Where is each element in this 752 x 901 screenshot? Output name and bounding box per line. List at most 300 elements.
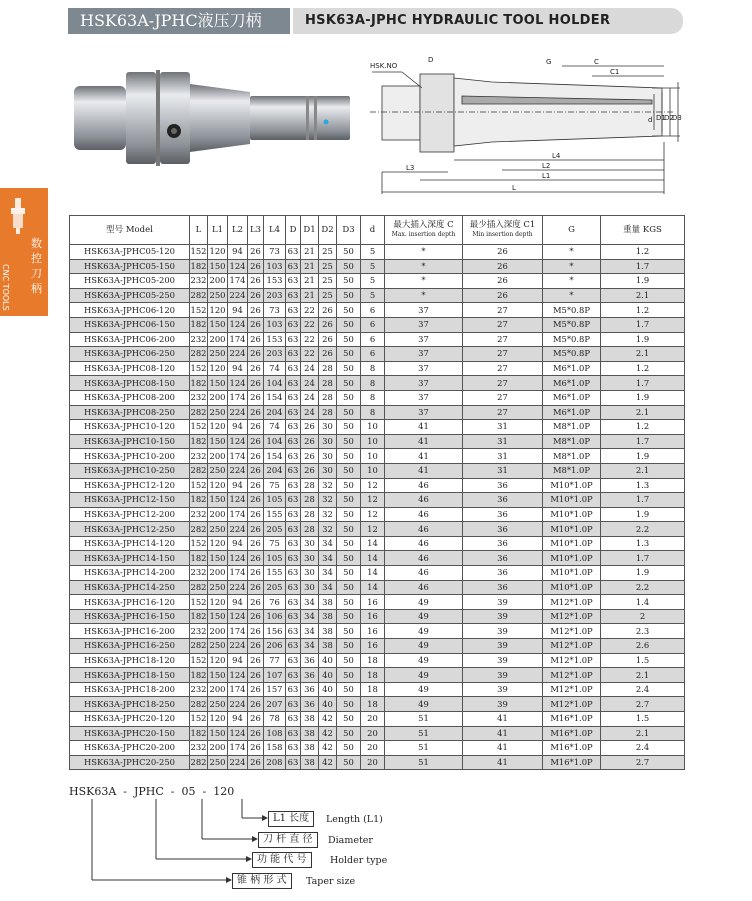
table-cell: 30 bbox=[301, 536, 319, 551]
col-D2: D2 bbox=[319, 216, 337, 245]
table-cell: 282 bbox=[190, 697, 208, 712]
table-cell: 1.7 bbox=[601, 317, 685, 332]
table-cell: 2.4 bbox=[601, 741, 685, 756]
table-cell: M10*1.0P bbox=[543, 522, 601, 537]
table-cell: M8*1.0P bbox=[543, 449, 601, 464]
table-cell: 182 bbox=[190, 259, 208, 274]
table-cell: HSK63A-JPHC12-120 bbox=[70, 478, 190, 493]
table-cell: 63 bbox=[286, 449, 301, 464]
table-cell: 124 bbox=[228, 551, 248, 566]
table-row bbox=[70, 551, 685, 566]
table-cell: 232 bbox=[190, 566, 208, 581]
table-row bbox=[70, 639, 685, 654]
table-cell: M10*1.0P bbox=[543, 507, 601, 522]
table-cell: 152 bbox=[190, 420, 208, 435]
table-cell: 124 bbox=[228, 609, 248, 624]
table-cell: 39 bbox=[463, 595, 543, 610]
table-cell: 50 bbox=[337, 434, 361, 449]
table-cell: 8 bbox=[361, 361, 385, 376]
table-cell: M10*1.0P bbox=[543, 478, 601, 493]
table-cell: 155 bbox=[264, 507, 286, 522]
table-cell: 63 bbox=[286, 536, 301, 551]
table-cell: 24 bbox=[301, 376, 319, 391]
label-dd: d bbox=[648, 116, 653, 124]
table-cell: 41 bbox=[385, 420, 463, 435]
label-l2: L2 bbox=[542, 162, 551, 170]
table-cell: M10*1.0P bbox=[543, 551, 601, 566]
table-cell: 250 bbox=[208, 639, 228, 654]
table-cell: 31 bbox=[463, 420, 543, 435]
table-cell: 174 bbox=[228, 507, 248, 522]
table-cell: 63 bbox=[286, 682, 301, 697]
table-cell: 63 bbox=[286, 624, 301, 639]
table-cell: 26 bbox=[248, 595, 264, 610]
table-cell: 224 bbox=[228, 522, 248, 537]
table-cell: 150 bbox=[208, 376, 228, 391]
table-cell: 26 bbox=[248, 566, 264, 581]
table-cell: 50 bbox=[337, 245, 361, 260]
label-l: L bbox=[512, 184, 516, 192]
table-cell: 124 bbox=[228, 317, 248, 332]
table-cell: 1.9 bbox=[601, 566, 685, 581]
table-cell: 150 bbox=[208, 434, 228, 449]
legend-l1-cn: L1 长度 bbox=[268, 811, 314, 827]
table-cell: 200 bbox=[208, 566, 228, 581]
table-cell: 26 bbox=[248, 536, 264, 551]
table-cell: 12 bbox=[361, 493, 385, 508]
table-cell: HSK63A-JPHC14-200 bbox=[70, 566, 190, 581]
table-cell: 63 bbox=[286, 288, 301, 303]
table-cell: 50 bbox=[337, 551, 361, 566]
table-cell: 37 bbox=[385, 405, 463, 420]
table-cell: 94 bbox=[228, 478, 248, 493]
table-cell: 30 bbox=[319, 449, 337, 464]
table-row bbox=[70, 580, 685, 595]
table-cell: 37 bbox=[385, 361, 463, 376]
table-cell: 6 bbox=[361, 303, 385, 318]
table-cell: * bbox=[385, 288, 463, 303]
table-row bbox=[70, 288, 685, 303]
table-cell: 28 bbox=[319, 390, 337, 405]
table-cell: M16*1.0P bbox=[543, 755, 601, 770]
table-cell: 182 bbox=[190, 317, 208, 332]
table-cell: 40 bbox=[319, 668, 337, 683]
table-cell: 78 bbox=[264, 712, 286, 727]
table-cell: HSK63A-JPHC14-250 bbox=[70, 580, 190, 595]
table-cell: 63 bbox=[286, 332, 301, 347]
table-cell: 63 bbox=[286, 317, 301, 332]
col-L3: L3 bbox=[248, 216, 264, 245]
table-cell: 152 bbox=[190, 245, 208, 260]
legend-type-cn: 功 能 代 号 bbox=[252, 852, 312, 868]
table-row bbox=[70, 507, 685, 522]
table-cell: 26 bbox=[301, 449, 319, 464]
table-cell: 124 bbox=[228, 726, 248, 741]
table-cell: 2.1 bbox=[601, 463, 685, 478]
table-cell: 22 bbox=[301, 347, 319, 362]
table-cell: 18 bbox=[361, 697, 385, 712]
table-row bbox=[70, 434, 685, 449]
table-cell: 1.2 bbox=[601, 303, 685, 318]
table-cell: 38 bbox=[301, 741, 319, 756]
table-cell: 16 bbox=[361, 609, 385, 624]
table-cell: 26 bbox=[248, 274, 264, 289]
table-cell: 50 bbox=[337, 347, 361, 362]
table-row bbox=[70, 653, 685, 668]
table-cell: 203 bbox=[264, 288, 286, 303]
table-cell: 1.2 bbox=[601, 420, 685, 435]
table-cell: 36 bbox=[463, 478, 543, 493]
table-cell: HSK63A-JPHC05-200 bbox=[70, 274, 190, 289]
col-L1: L1 bbox=[208, 216, 228, 245]
table-row bbox=[70, 741, 685, 756]
table-cell: 26 bbox=[248, 697, 264, 712]
legend-l1-en: Length (L1) bbox=[326, 814, 383, 825]
table-cell: 20 bbox=[361, 726, 385, 741]
table-row bbox=[70, 463, 685, 478]
table-cell: HSK63A-JPHC05-150 bbox=[70, 259, 190, 274]
table-cell: M12*1.0P bbox=[543, 653, 601, 668]
table-cell: 224 bbox=[228, 463, 248, 478]
table-cell: 28 bbox=[319, 405, 337, 420]
table-cell: 104 bbox=[264, 376, 286, 391]
table-cell: 50 bbox=[337, 405, 361, 420]
table-cell: 18 bbox=[361, 682, 385, 697]
table-cell: 49 bbox=[385, 624, 463, 639]
title-cn: HSK63A-JPHC液压刀柄 bbox=[68, 8, 290, 34]
table-cell: 26 bbox=[248, 580, 264, 595]
table-cell: 2.2 bbox=[601, 580, 685, 595]
col-C1 bbox=[463, 216, 543, 245]
table-row bbox=[70, 668, 685, 683]
table-cell: HSK63A-JPHC08-200 bbox=[70, 390, 190, 405]
table-cell: 25 bbox=[319, 288, 337, 303]
table-cell: HSK63A-JPHC06-200 bbox=[70, 332, 190, 347]
table-cell: 63 bbox=[286, 639, 301, 654]
table-cell: 1.3 bbox=[601, 478, 685, 493]
table-cell: 26 bbox=[248, 303, 264, 318]
table-cell: 224 bbox=[228, 288, 248, 303]
table-cell: 26 bbox=[248, 609, 264, 624]
table-cell: 27 bbox=[463, 332, 543, 347]
table-cell: 21 bbox=[301, 259, 319, 274]
table-cell: 2.2 bbox=[601, 522, 685, 537]
table-cell: 36 bbox=[463, 493, 543, 508]
table-cell: 63 bbox=[286, 274, 301, 289]
table-cell: 50 bbox=[337, 624, 361, 639]
table-cell: 21 bbox=[301, 288, 319, 303]
table-cell: 51 bbox=[385, 712, 463, 727]
table-cell: 37 bbox=[385, 332, 463, 347]
table-cell: 36 bbox=[301, 682, 319, 697]
table-cell: M10*1.0P bbox=[543, 536, 601, 551]
table-cell: 282 bbox=[190, 405, 208, 420]
table-cell: HSK63A-JPHC10-150 bbox=[70, 434, 190, 449]
table-cell: 8 bbox=[361, 376, 385, 391]
table-cell: 120 bbox=[208, 653, 228, 668]
table-cell: 150 bbox=[208, 609, 228, 624]
table-cell: 204 bbox=[264, 405, 286, 420]
table-cell: 50 bbox=[337, 639, 361, 654]
table-cell: HSK63A-JPHC18-150 bbox=[70, 668, 190, 683]
table-cell: 30 bbox=[319, 434, 337, 449]
table-cell: M12*1.0P bbox=[543, 609, 601, 624]
table-cell: 152 bbox=[190, 712, 208, 727]
table-cell: 36 bbox=[301, 697, 319, 712]
table-cell: 50 bbox=[337, 726, 361, 741]
table-cell: HSK63A-JPHC14-120 bbox=[70, 536, 190, 551]
table-cell: 26 bbox=[248, 405, 264, 420]
table-cell: 208 bbox=[264, 755, 286, 770]
table-cell: 94 bbox=[228, 245, 248, 260]
table-cell: 27 bbox=[463, 347, 543, 362]
table-cell: 24 bbox=[301, 390, 319, 405]
table-cell: 50 bbox=[337, 507, 361, 522]
table-cell: 50 bbox=[337, 580, 361, 595]
table-row bbox=[70, 712, 685, 727]
table-cell: 1.9 bbox=[601, 390, 685, 405]
table-cell: 49 bbox=[385, 697, 463, 712]
table-cell: 41 bbox=[385, 449, 463, 464]
spec-table bbox=[69, 215, 685, 770]
table-cell: 34 bbox=[319, 566, 337, 581]
table-cell: 174 bbox=[228, 449, 248, 464]
table-cell: 200 bbox=[208, 332, 228, 347]
table-cell: 51 bbox=[385, 755, 463, 770]
table-cell: 2.1 bbox=[601, 405, 685, 420]
table-cell: 94 bbox=[228, 361, 248, 376]
table-cell: 1.7 bbox=[601, 259, 685, 274]
table-cell: 250 bbox=[208, 755, 228, 770]
table-cell: 30 bbox=[301, 580, 319, 595]
table-cell: 63 bbox=[286, 463, 301, 478]
table-cell: 26 bbox=[248, 449, 264, 464]
table-cell: 25 bbox=[319, 274, 337, 289]
table-cell: 50 bbox=[337, 755, 361, 770]
table-cell: 156 bbox=[264, 624, 286, 639]
table-cell: 40 bbox=[319, 682, 337, 697]
col-D1: D1 bbox=[301, 216, 319, 245]
table-cell: M16*1.0P bbox=[543, 712, 601, 727]
table-cell: 150 bbox=[208, 668, 228, 683]
table-cell: HSK63A-JPHC06-120 bbox=[70, 303, 190, 318]
table-cell: * bbox=[385, 274, 463, 289]
col-C bbox=[385, 216, 463, 245]
table-cell: M12*1.0P bbox=[543, 639, 601, 654]
table-cell: 26 bbox=[319, 347, 337, 362]
table-cell: 205 bbox=[264, 522, 286, 537]
table-cell: 26 bbox=[248, 317, 264, 332]
table-row bbox=[70, 332, 685, 347]
table-cell: 107 bbox=[264, 668, 286, 683]
table-cell: 282 bbox=[190, 639, 208, 654]
col-C1-en: Min insertion depth bbox=[472, 231, 533, 238]
table-cell: 49 bbox=[385, 609, 463, 624]
table-cell: 26 bbox=[248, 507, 264, 522]
legend-dia-en: Diameter bbox=[328, 835, 373, 846]
table-cell: M12*1.0P bbox=[543, 682, 601, 697]
table-cell: 18 bbox=[361, 653, 385, 668]
table-cell: 63 bbox=[286, 668, 301, 683]
table-row bbox=[70, 420, 685, 435]
table-cell: 200 bbox=[208, 507, 228, 522]
table-cell: 63 bbox=[286, 697, 301, 712]
table-cell: 250 bbox=[208, 580, 228, 595]
table-cell: M6*1.0P bbox=[543, 405, 601, 420]
table-cell: 41 bbox=[385, 463, 463, 478]
table-cell: M10*1.0P bbox=[543, 580, 601, 595]
table-cell: 26 bbox=[248, 639, 264, 654]
table-cell: 40 bbox=[319, 653, 337, 668]
table-cell: 30 bbox=[301, 551, 319, 566]
table-cell: 50 bbox=[337, 741, 361, 756]
table-cell: 63 bbox=[286, 653, 301, 668]
table-cell: 28 bbox=[319, 376, 337, 391]
table-cell: 26 bbox=[301, 420, 319, 435]
label-hsk-no: HSK.NO bbox=[370, 62, 398, 70]
table-cell: 5 bbox=[361, 288, 385, 303]
table-cell: 152 bbox=[190, 536, 208, 551]
table-cell: 63 bbox=[286, 726, 301, 741]
table-cell: 39 bbox=[463, 682, 543, 697]
table-cell: M12*1.0P bbox=[543, 697, 601, 712]
table-cell: 26 bbox=[248, 653, 264, 668]
table-cell: 36 bbox=[301, 653, 319, 668]
table-cell: 49 bbox=[385, 595, 463, 610]
table-cell: 152 bbox=[190, 361, 208, 376]
table-cell: 46 bbox=[385, 478, 463, 493]
table-cell: 50 bbox=[337, 566, 361, 581]
table-cell: 6 bbox=[361, 332, 385, 347]
table-cell: 28 bbox=[301, 522, 319, 537]
table-cell: * bbox=[385, 259, 463, 274]
tool-holder-photo bbox=[70, 58, 360, 178]
table-cell: 207 bbox=[264, 697, 286, 712]
table-cell: 10 bbox=[361, 420, 385, 435]
table-cell: 174 bbox=[228, 390, 248, 405]
legend-taper-cn: 锥 柄 形 式 bbox=[232, 873, 292, 889]
table-cell: 34 bbox=[301, 624, 319, 639]
table-row bbox=[70, 595, 685, 610]
table-cell: 28 bbox=[301, 507, 319, 522]
tool-holder-icon bbox=[6, 196, 30, 236]
table-cell: 73 bbox=[264, 303, 286, 318]
table-cell: 39 bbox=[463, 653, 543, 668]
table-cell: 50 bbox=[337, 288, 361, 303]
table-cell: 50 bbox=[337, 478, 361, 493]
table-cell: 27 bbox=[463, 303, 543, 318]
table-cell: 25 bbox=[319, 245, 337, 260]
table-cell: 50 bbox=[337, 668, 361, 683]
table-row bbox=[70, 755, 685, 770]
table-cell: 94 bbox=[228, 653, 248, 668]
table-cell: 26 bbox=[248, 668, 264, 683]
table-cell: 63 bbox=[286, 245, 301, 260]
table-cell: 41 bbox=[463, 741, 543, 756]
table-cell: HSK63A-JPHC10-200 bbox=[70, 449, 190, 464]
table-cell: 120 bbox=[208, 712, 228, 727]
table-cell: * bbox=[543, 245, 601, 260]
table-cell: 38 bbox=[301, 726, 319, 741]
table-cell: 34 bbox=[301, 639, 319, 654]
table-cell: 63 bbox=[286, 580, 301, 595]
table-cell: 282 bbox=[190, 580, 208, 595]
table-cell: 154 bbox=[264, 390, 286, 405]
table-cell: HSK63A-JPHC08-120 bbox=[70, 361, 190, 376]
table-cell: 94 bbox=[228, 303, 248, 318]
col-model: 型号 Model bbox=[70, 216, 190, 245]
table-cell: 1.7 bbox=[601, 493, 685, 508]
table-cell: M16*1.0P bbox=[543, 726, 601, 741]
table-cell: 26 bbox=[248, 420, 264, 435]
table-cell: 14 bbox=[361, 566, 385, 581]
table-row bbox=[70, 536, 685, 551]
table-cell: 16 bbox=[361, 624, 385, 639]
table-row bbox=[70, 726, 685, 741]
table-cell: 1.9 bbox=[601, 332, 685, 347]
table-cell: 10 bbox=[361, 449, 385, 464]
table-cell: 50 bbox=[337, 609, 361, 624]
table-cell: 30 bbox=[319, 463, 337, 478]
table-cell: 63 bbox=[286, 522, 301, 537]
table-cell: * bbox=[543, 274, 601, 289]
table-cell: 34 bbox=[319, 580, 337, 595]
table-cell: 1.4 bbox=[601, 595, 685, 610]
table-cell: 22 bbox=[301, 303, 319, 318]
table-cell: M8*1.0P bbox=[543, 463, 601, 478]
table-cell: HSK63A-JPHC16-250 bbox=[70, 639, 190, 654]
table-cell: 1.9 bbox=[601, 507, 685, 522]
table-cell: 30 bbox=[319, 420, 337, 435]
table-cell: 50 bbox=[337, 522, 361, 537]
table-cell: 152 bbox=[190, 478, 208, 493]
table-row bbox=[70, 245, 685, 260]
table-cell: 26 bbox=[248, 245, 264, 260]
table-cell: 224 bbox=[228, 639, 248, 654]
table-cell: 106 bbox=[264, 609, 286, 624]
table-cell: 26 bbox=[248, 361, 264, 376]
table-row bbox=[70, 609, 685, 624]
table-cell: 46 bbox=[385, 536, 463, 551]
label-c: C bbox=[594, 58, 599, 66]
table-cell: HSK63A-JPHC18-200 bbox=[70, 682, 190, 697]
table-cell: 63 bbox=[286, 712, 301, 727]
table-cell: 26 bbox=[248, 755, 264, 770]
table-cell: 63 bbox=[286, 390, 301, 405]
col-L2: L2 bbox=[228, 216, 248, 245]
table-cell: 26 bbox=[248, 259, 264, 274]
table-cell: M10*1.0P bbox=[543, 566, 601, 581]
table-cell: 2.7 bbox=[601, 755, 685, 770]
table-cell: 153 bbox=[264, 332, 286, 347]
table-cell: 250 bbox=[208, 522, 228, 537]
table-cell: 224 bbox=[228, 755, 248, 770]
table-cell: 174 bbox=[228, 274, 248, 289]
table-cell: 105 bbox=[264, 493, 286, 508]
table-row bbox=[70, 624, 685, 639]
table-cell: HSK63A-JPHC20-120 bbox=[70, 712, 190, 727]
table-cell: 250 bbox=[208, 463, 228, 478]
table-cell: 6 bbox=[361, 347, 385, 362]
table-cell: 120 bbox=[208, 595, 228, 610]
table-cell: 2.3 bbox=[601, 624, 685, 639]
table-cell: 32 bbox=[319, 507, 337, 522]
table-cell: 37 bbox=[385, 390, 463, 405]
table-cell: 153 bbox=[264, 274, 286, 289]
col-C1-cn: 最少插入深度 C1 bbox=[469, 220, 536, 230]
table-cell: 26 bbox=[248, 726, 264, 741]
table-cell: 282 bbox=[190, 288, 208, 303]
